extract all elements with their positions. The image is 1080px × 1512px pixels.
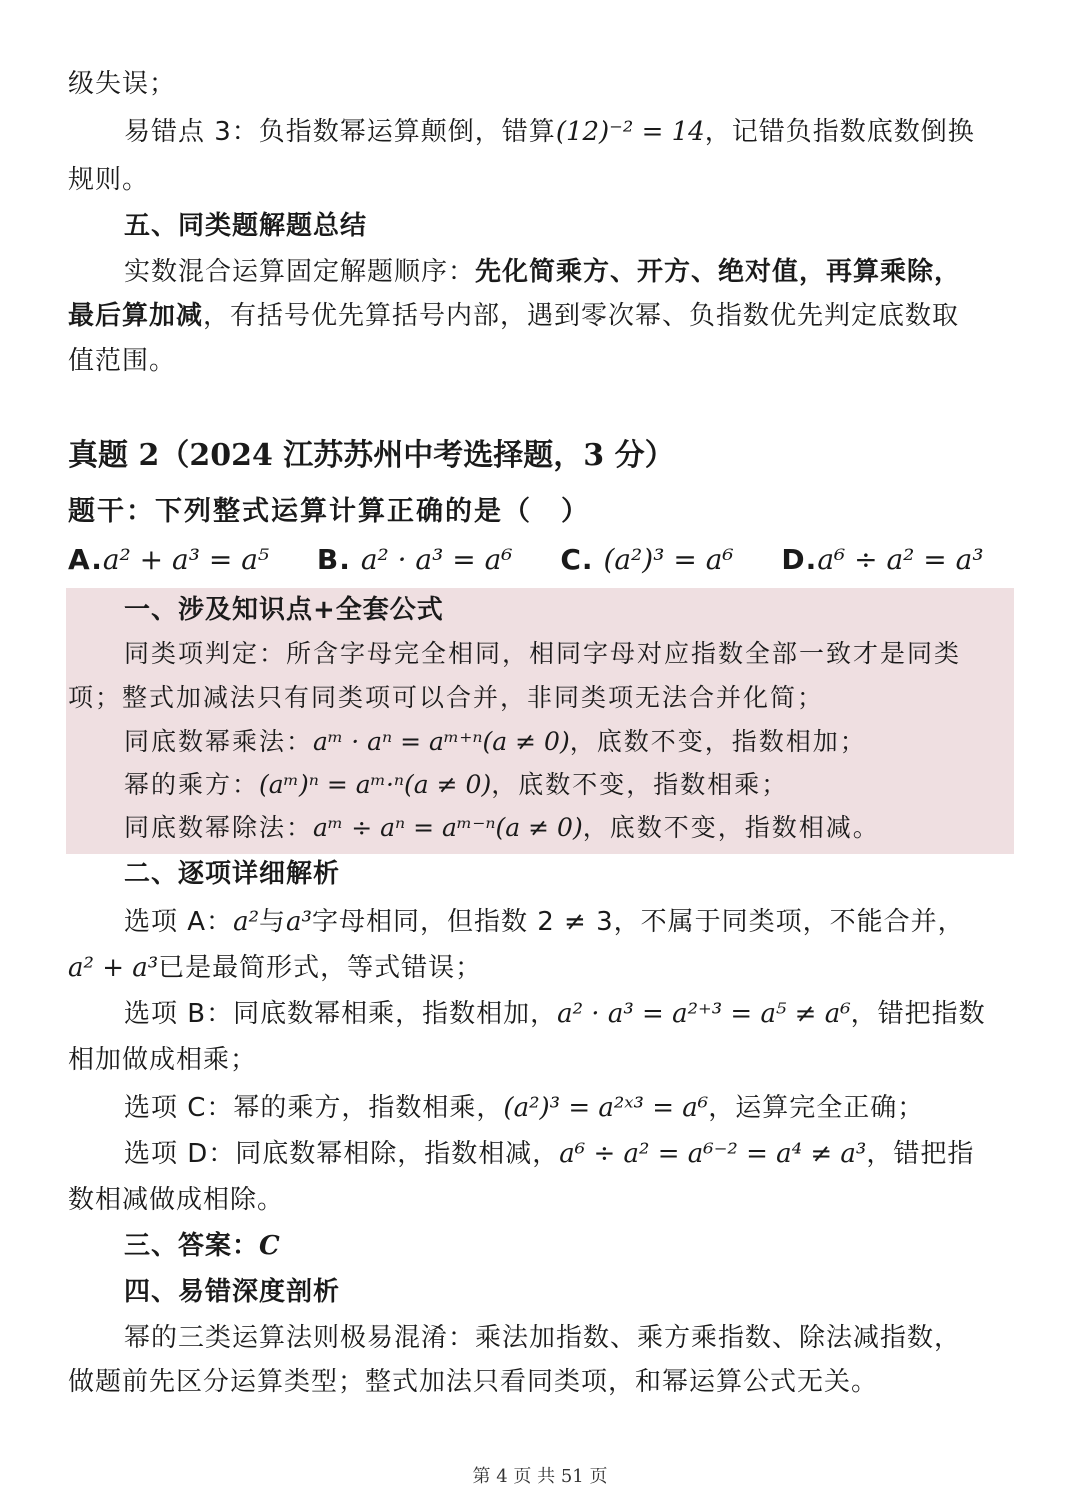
answer-line	[124, 1228, 280, 1264]
text-line	[68, 343, 176, 379]
section-heading	[124, 1274, 340, 1310]
formula: a⁶ ÷ a² = a⁶⁻² = a⁴ ≠ a³	[559, 1139, 867, 1169]
text: ，底数不变，指数相加；	[569, 727, 867, 756]
formula-line	[124, 767, 788, 803]
text: 同底数幂除法：	[124, 813, 314, 842]
option-c-expression: (a²)³ = a⁶	[603, 543, 734, 576]
text: 选项 A：	[124, 907, 234, 937]
text-line	[124, 254, 961, 290]
text: 与	[259, 907, 287, 937]
section-heading	[124, 592, 444, 628]
text: 字母相同，但指数 2 ≠ 3，不属于同类项，不能合并，	[311, 907, 965, 937]
text-line	[124, 1136, 974, 1172]
text: 已是最简形式，等式错误；	[158, 953, 483, 983]
text-line	[68, 1364, 878, 1400]
text: 数相减做成相除。	[68, 1185, 285, 1215]
text-line	[68, 66, 176, 102]
option-a-expression: a² + a³ = a⁵	[102, 543, 270, 576]
stem-text: 题干：下列整式运算计算正确的是（ ）	[68, 496, 590, 527]
text: 级失误；	[68, 69, 177, 99]
option-a-label: A.	[68, 543, 103, 576]
heading-text: 五、同类题解题总结	[124, 211, 368, 241]
text: 做题前先区分运算类型；整式加法只看同类项，和幂运算公式无关。	[68, 1367, 879, 1397]
option-b-label: B.	[316, 543, 351, 576]
section-heading	[124, 208, 367, 244]
formula: aᵐ · aⁿ = aᵐ⁺ⁿ(a ≠ 0)	[313, 727, 570, 756]
text: 选项 C：幂的乘方，指数相乘，	[124, 1093, 504, 1123]
text: ，底数不变，指数相乘；	[491, 770, 789, 799]
formula: (aᵐ)ⁿ = aᵐ·ⁿ(a ≠ 0)	[259, 770, 492, 799]
answer-options	[68, 542, 984, 578]
text-line	[124, 996, 986, 1032]
text-line	[124, 1090, 924, 1126]
formula-line	[124, 724, 867, 760]
text-line	[68, 162, 149, 198]
formula: aᵐ ÷ aⁿ = aᵐ⁻ⁿ(a ≠ 0)	[313, 813, 583, 842]
text: ，错把指数	[850, 999, 986, 1029]
text-line	[68, 680, 824, 716]
text: ，错把指	[866, 1139, 975, 1169]
text-line	[68, 1182, 284, 1218]
answer-value: C	[259, 1231, 280, 1261]
heading-text: 四、易错深度剖析	[124, 1277, 341, 1307]
formula: (12)⁻² = 14	[555, 117, 705, 147]
page-footer: 第 4 页 共 51 页	[472, 1466, 608, 1487]
problem-title	[68, 436, 675, 476]
bold-text: 先化简乘方、开方、绝对值，再算乘除，	[475, 257, 962, 287]
formula: (a²)³ = a²ˣ³ = a⁶	[503, 1093, 709, 1123]
text: 同底数幂乘法：	[124, 727, 314, 756]
heading-text: 一、涉及知识点+全套公式	[124, 595, 444, 625]
text: 相加做成相乘；	[68, 1045, 258, 1075]
text-line	[124, 1320, 961, 1356]
text-line	[68, 1042, 257, 1078]
section-heading	[124, 856, 340, 892]
text: ，运算完全正确；	[708, 1093, 925, 1123]
answer-label: 三、答案：	[124, 1231, 260, 1261]
option-b-expression: a² · a³ = a⁶	[360, 543, 513, 576]
formula: a² · a³ = a²⁺³ = a⁵ ≠ a⁶	[557, 999, 851, 1029]
text: 值范围。	[68, 346, 177, 376]
text: 选项 D：同底数幂相除，指数相减，	[124, 1139, 560, 1169]
option-d-label: D.	[781, 543, 818, 576]
formula-line	[124, 810, 880, 846]
text-line	[124, 904, 965, 940]
text: 易错点 3：负指数幂运算颠倒，错算	[124, 117, 556, 147]
bold-text: 最后算加减	[68, 301, 204, 331]
problem-stem	[68, 494, 590, 530]
text: 项；整式加减法只有同类项可以合并，非同类项无法合并化简；	[68, 683, 825, 712]
text: 选项 B：同底数幂相乘，指数相加，	[124, 999, 558, 1029]
option-c-label: C.	[560, 543, 594, 576]
title-text: 真题 2（2024 江苏苏州中考选择题，3 分）	[68, 438, 675, 473]
text-line	[124, 114, 975, 150]
text-line	[68, 950, 482, 986]
text-line	[68, 298, 959, 334]
text: 规则。	[68, 165, 150, 195]
text: ，记错负指数底数倒换	[704, 117, 975, 147]
text: 幂的乘方：	[124, 770, 260, 799]
formula: a³	[286, 907, 312, 937]
text: ，底数不变，指数相减。	[582, 813, 880, 842]
formula: a² + a³	[68, 953, 159, 983]
text: 同类项判定：所含字母完全相同，相同字母对应指数全部一致才是同类	[124, 639, 962, 668]
heading-text: 二、逐项详细解析	[124, 859, 341, 889]
text-line	[124, 636, 961, 672]
option-d-expression: a⁶ ÷ a² = a³	[817, 543, 984, 576]
text: ，有括号优先算括号内部，遇到零次幂、负指数优先判定底数取	[203, 301, 960, 331]
formula: a²	[233, 907, 259, 937]
text: 幂的三类运算法则极易混淆：乘法加指数、乘方乘指数、除法减指数，	[124, 1323, 962, 1353]
text: 实数混合运算固定解题顺序：	[124, 257, 476, 287]
